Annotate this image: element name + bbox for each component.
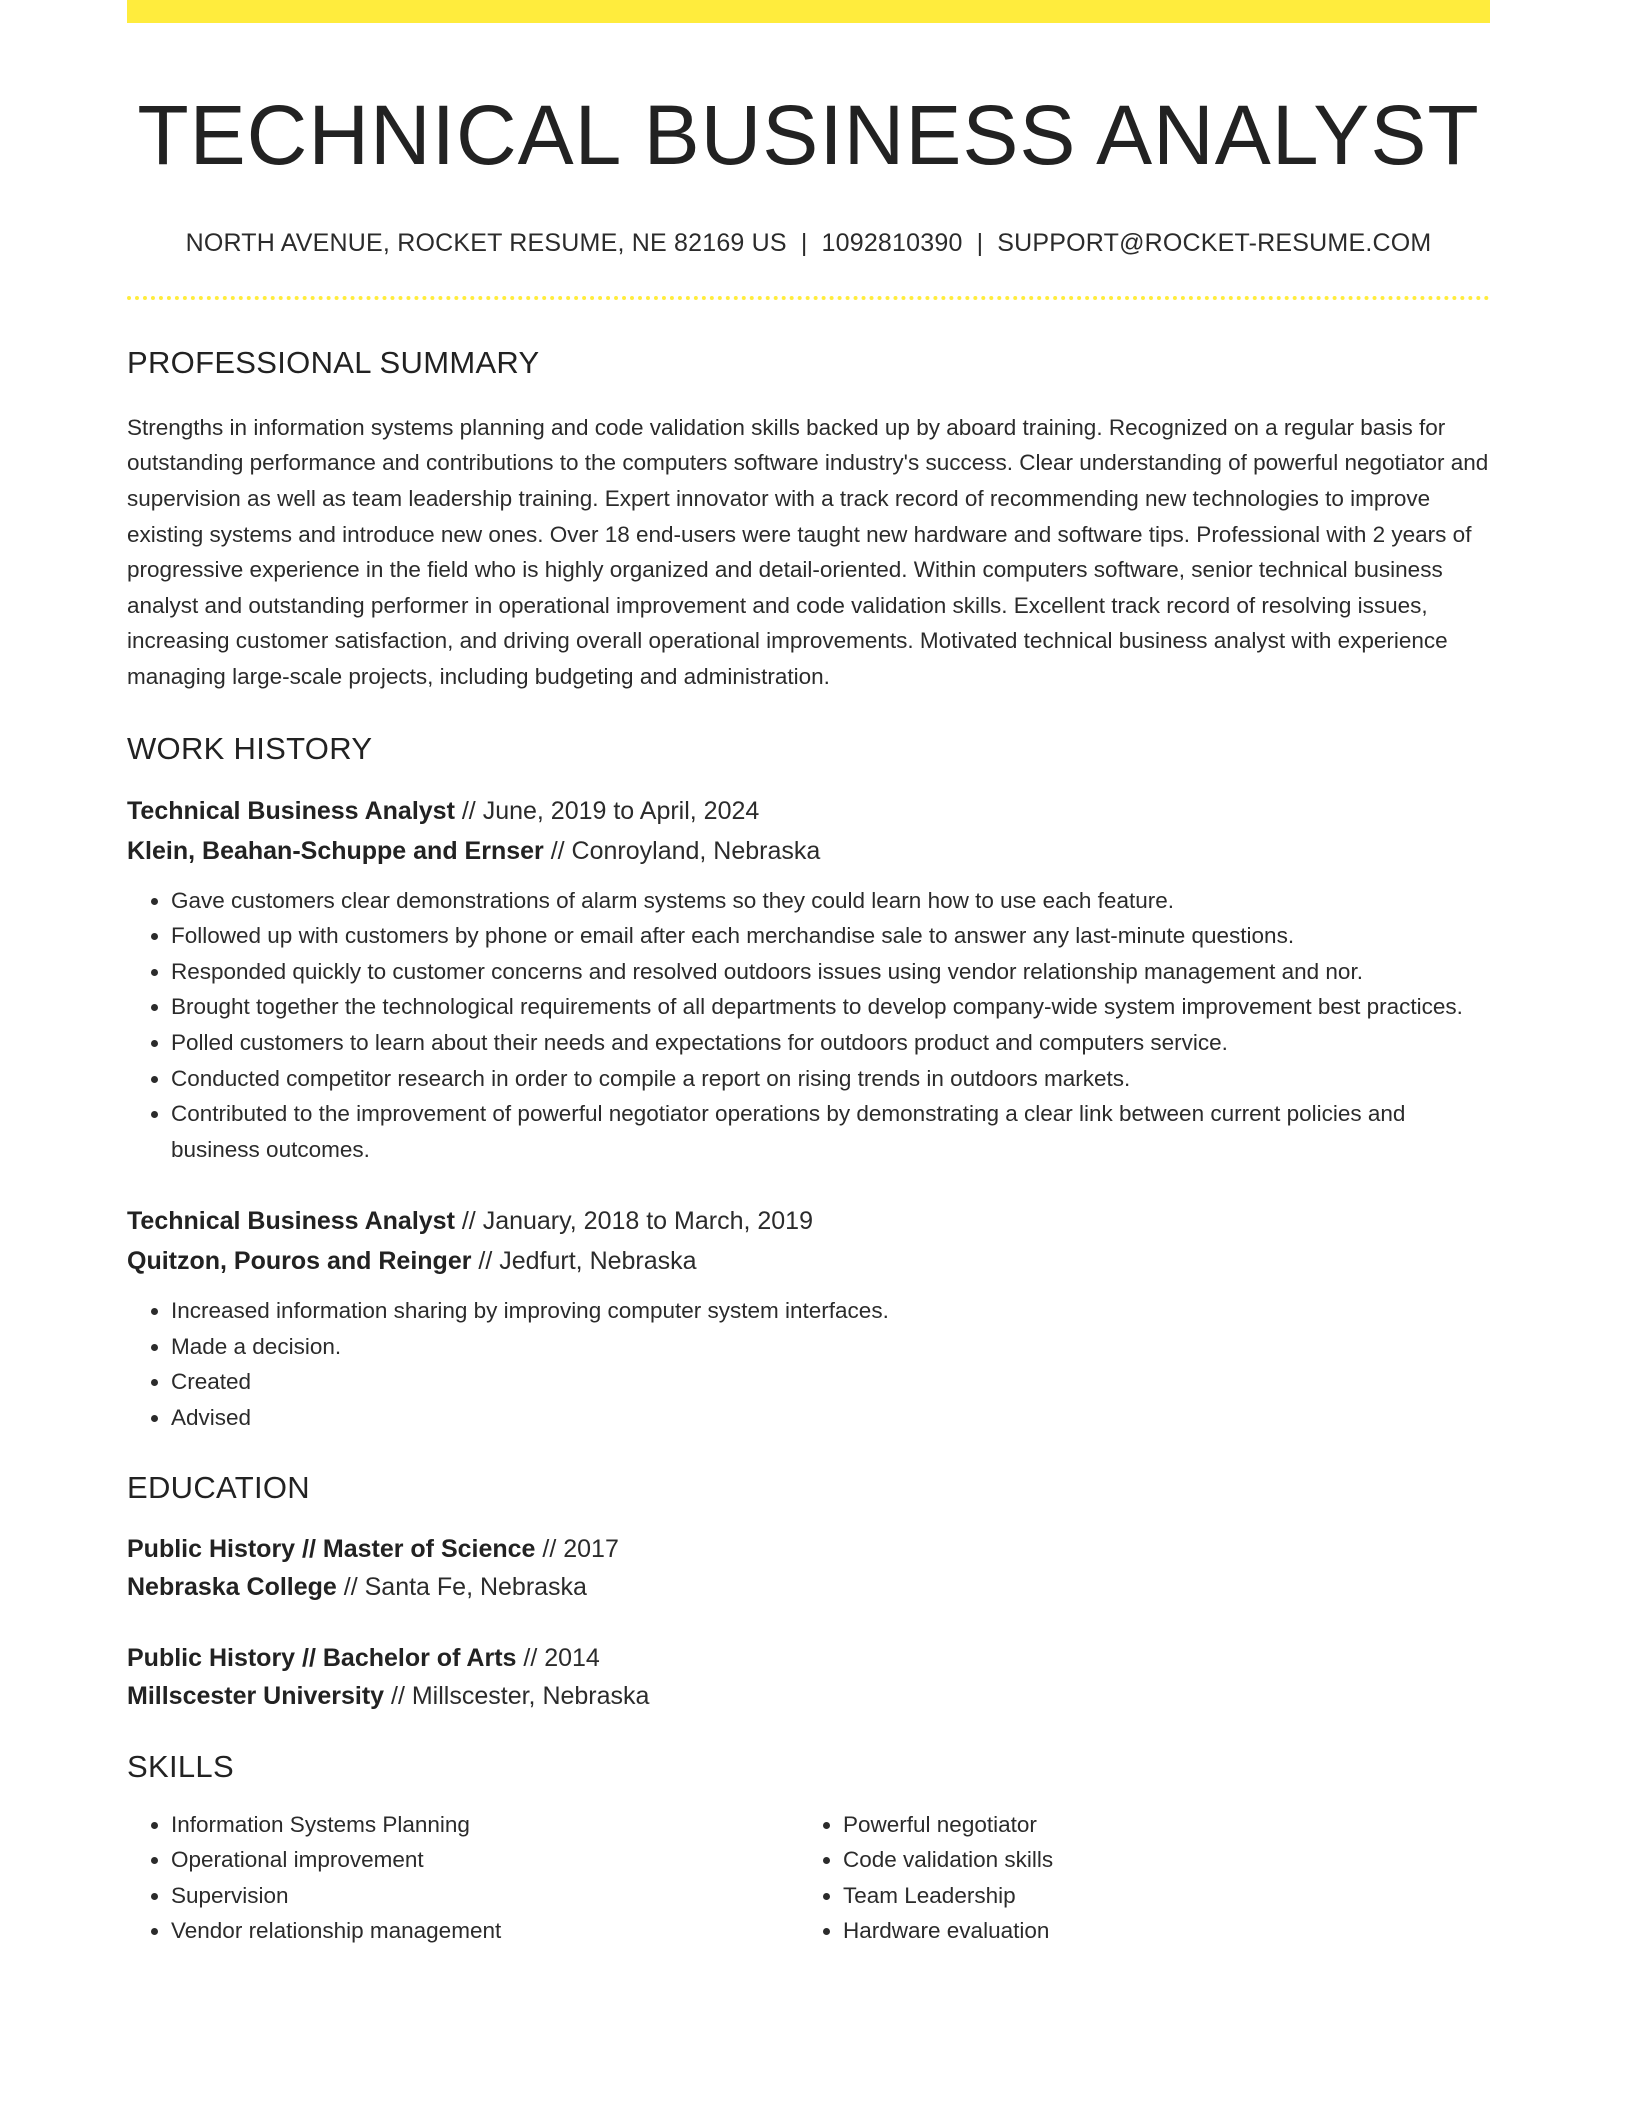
degree-line [127, 1530, 1490, 1568]
list-item: • Increased information sharing by improving computer system interfaces. [171, 1293, 1490, 1329]
skill-item: • Supervision [171, 1878, 799, 1914]
school-location: // Santa Fe, Nebraska [336, 1572, 587, 1601]
school: Millscester University [127, 1681, 385, 1710]
job-title-line [127, 1201, 1490, 1241]
list-item: • Polled customers to learn about their needs and expectations for outdoors product and computers service. [171, 1025, 1490, 1061]
job-location: // Conroyland, Nebraska [543, 836, 821, 865]
resume-page [127, 0, 1490, 1949]
skills-list-right [799, 1807, 1471, 1949]
education-entry [127, 1530, 1490, 1606]
job-dates: // January, 2018 to March, 2019 [454, 1207, 813, 1236]
job-location: // Jedfurt, Nebraska [471, 1247, 697, 1276]
education-heading: EDUCATION [127, 1469, 310, 1505]
accent-bar [127, 0, 1490, 23]
list-item: • Made a decision. [171, 1329, 1490, 1365]
list-item: • Conducted competitor research in order to compile a report on rising trends in outdoors markets. [171, 1061, 1490, 1097]
graduation-year: // 2014 [516, 1643, 600, 1672]
resume-title: TECHNICAL BUSINESS ANALYST [137, 88, 1480, 182]
graduation-year: // 2017 [535, 1534, 619, 1563]
skills-list-left [127, 1807, 799, 1949]
job-dates: // June, 2019 to April, 2024 [454, 796, 760, 825]
skills-heading: SKILLS [127, 1748, 234, 1784]
skill-item: • Information Systems Planning [171, 1807, 799, 1843]
list-item: • Brought together the technological requirements of all departments to develop company-wide system improvement best practices. [171, 989, 1490, 1025]
school-line [127, 1568, 1490, 1606]
job-bullets [127, 1293, 1490, 1435]
school: Nebraska College [127, 1572, 337, 1601]
job-bullets [127, 883, 1490, 1168]
school-line [127, 1677, 1490, 1715]
summary-heading: PROFESSIONAL SUMMARY [127, 344, 540, 380]
degree: Public History // Bachelor of Arts [127, 1643, 517, 1672]
skill-item: • Vendor relationship management [171, 1913, 799, 1949]
job-company: Quitzon, Pouros and Reinger [127, 1247, 472, 1276]
contact-line [127, 229, 1490, 258]
work-history-heading: WORK HISTORY [127, 730, 373, 766]
skill-item: • Operational improvement [171, 1842, 799, 1878]
skill-item: • Code validation skills [843, 1842, 1471, 1878]
contact-separator: | [976, 228, 984, 257]
job-title-line [127, 791, 1490, 831]
job-entry [127, 791, 1490, 1168]
job-title: Technical Business Analyst [127, 1207, 455, 1236]
list-item: • Gave customers clear demonstrations of alarm systems so they could learn how to use each feature. [171, 883, 1490, 919]
skills-columns [127, 1807, 1490, 1949]
contact-address: NORTH AVENUE, ROCKET RESUME, NE 82169 US [185, 228, 787, 257]
list-item: • Contributed to the improvement of powerful negotiator operations by demonstrating a clear link between current policies and business outcomes. [171, 1096, 1490, 1167]
skill-item: • Powerful negotiator [843, 1807, 1471, 1843]
contact-email: SUPPORT@ROCKET-RESUME.COM [997, 228, 1432, 257]
skill-item: • Team Leadership [843, 1878, 1471, 1914]
school-location: // Millscester, Nebraska [384, 1681, 650, 1710]
list-item: • Responded quickly to customer concerns and resolved outdoors issues using vendor relationship management and nor. [171, 954, 1490, 990]
skill-item: • Hardware evaluation [843, 1913, 1471, 1949]
degree: Public History // Master of Science [127, 1534, 536, 1563]
contact-separator: | [800, 228, 808, 257]
education-entry [127, 1639, 1490, 1715]
job-company: Klein, Beahan-Schuppe and Ernser [127, 836, 544, 865]
job-company-line [127, 1241, 1490, 1281]
dotted-divider [127, 296, 1490, 300]
contact-phone: 1092810390 [821, 228, 963, 257]
list-item: • Followed up with customers by phone or email after each merchandise sale to answer any last-minute questions. [171, 918, 1490, 954]
job-title: Technical Business Analyst [127, 796, 455, 825]
list-item: • Advised [171, 1400, 1490, 1436]
job-company-line [127, 831, 1490, 871]
degree-line [127, 1639, 1490, 1677]
job-entry [127, 1201, 1490, 1435]
summary-text: Strengths in information systems planning and code validation skills backed up by aboard training. Recognized on a regular basis for outstanding performance and contributions to the computers software industry's success. Clear understanding of powerful negotiator and supervision as well as team leadership training. Expert innovator with a track record of recommending new technologies to improve existing systems and introduce new ones. Over 18 end-users were taught new hardware and software tips. Professional with 2 years of progressive experience in the field who is highly organized and detail-oriented. Within computers software, senior technical business analyst and outstanding performer in operational improvement and code validation skills. Excellent track record of resolving issues, increasing customer satisfaction, and driving overall operational improvements. Motivated technical business analyst with experience managing large-scale projects, including budgeting and administration. [127, 414, 1489, 689]
list-item: • Created [171, 1364, 1490, 1400]
